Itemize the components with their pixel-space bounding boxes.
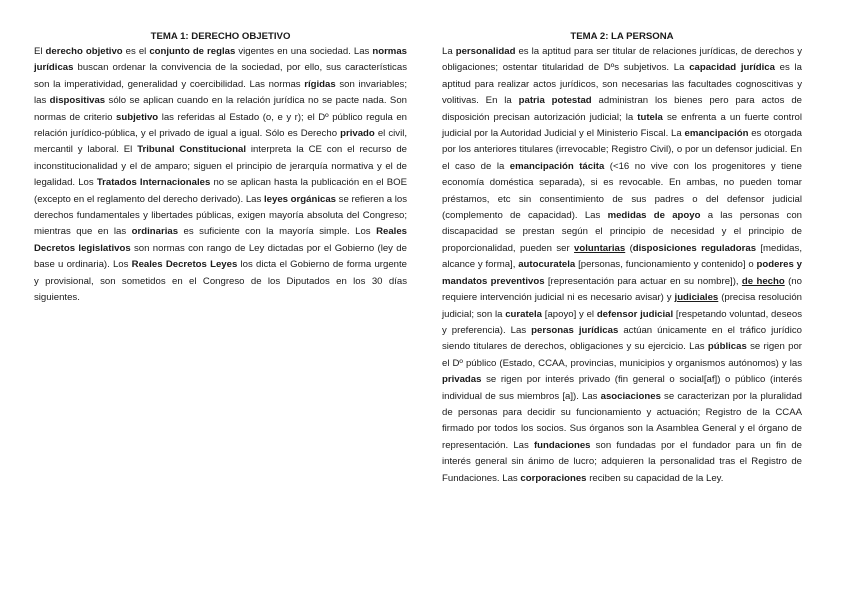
bold-term: defensor judicial (596, 308, 674, 320)
section-title-tema-2: TEMA 2: LA PERSONA (570, 31, 674, 42)
text-run: el civil, mercantil y laboral. El (34, 128, 407, 156)
bold-term: Reales Decretos legislativos (34, 226, 407, 254)
bold-term: privadas (442, 374, 482, 386)
bold-term: privado (340, 128, 375, 140)
bold-term: autocuratela (518, 259, 576, 271)
text-run: (precisa resolución judicial; son la (442, 292, 802, 320)
bold-term: emancipación (684, 128, 749, 140)
text-run: ( (625, 242, 633, 254)
text-run: (<16 no vive con los progenitores y tiene economía doméstica separada), si es revocable. En ambas, no pueden tomar préstamos, etc sin consentimiento de sus padres o del defensor judicial (complemento de capacidad). Las (442, 160, 802, 222)
text-run: actúan únicamente en el tráfico jurídico siendo titulares de derechos, obligaciones y su ejercicio. Las (442, 324, 802, 353)
text-run: es suficiente con la mayoría simple. Los (178, 226, 377, 238)
text-run: [respetando voluntad, deseos y preferencia). Las (442, 308, 802, 336)
text-run: no se aplican hasta la publicación en el BOE (excepto en el reglamento del derecho derivado). Las (34, 177, 408, 205)
bold-term: Tratados Internacionales (96, 177, 211, 189)
bold-term: voluntarias (574, 242, 626, 254)
bold-term: de hecho (741, 275, 785, 287)
text-run: sólo se aplican cuando en la relación jurídica no se pacte nada. Son normas de criterio (34, 95, 407, 123)
section-title-tema-1: TEMA 1: DERECHO OBJETIVO (150, 31, 291, 42)
bold-term: poderes y mandatos preventivos (442, 259, 803, 287)
bold-term: personalidad (455, 46, 516, 57)
text-run: buscan ordenar la convivencia de la sociedad, por ello, sus características son la imperatividad, generalidad y coercibilidad. Las normas (34, 62, 407, 90)
text-run: se caracterizan por la pluralidad de personas para decidir su funcionamiento y actuación; Registro de la CCAA firmado por todos los socios. Sus órganos son la Asamblea General y el órgano de representación. Las (442, 390, 802, 451)
text-run: [apoyo] y el (542, 308, 597, 320)
text-run: [representación para actuar en su nombre]), (544, 275, 742, 287)
underlined-term (675, 292, 719, 303)
text-run: a las personas con discapacidad se prestan según el principio de necesidad y el principio de proporcionalidad, pueden ser (442, 210, 803, 254)
column-tema-1 (34, 30, 407, 307)
text-run: La (442, 46, 456, 57)
text-run: las referidas al Estado (o, e y r); el Dº público regula en relación jurídico-pública, y el privado de igual a igual. Sólo es Derecho (34, 111, 407, 140)
bold-term: personas jurídicas (531, 324, 619, 336)
bold-term: capacidad jurídica (689, 62, 775, 74)
text-run: reciben su capacidad de la Ley. (586, 472, 724, 484)
bold-term: Tribunal Constitucional (137, 144, 246, 156)
text-run: se rigen por el Dº público (Estado, CCAA, provincias, municipios y organismos autónomos) y las (442, 341, 802, 369)
bold-term: patria potestad (518, 95, 592, 107)
text-run: son invariables; las (34, 78, 407, 107)
text-run: vigentes en una sociedad. Las (235, 46, 373, 57)
text-run: interpreta la CE con el recurso de inconstitucionalidad y el de amparo; siguen el principio de jerarquía normativa y el de legalidad. Los (34, 144, 407, 189)
bold-term: públicas (707, 341, 747, 353)
underlined-term (574, 243, 625, 254)
text-run: se rigen por interés privado (fin general o social[af]) o público (interés individual de sus miembros [a]). Las (442, 374, 802, 402)
bold-term: dispositivas (49, 95, 106, 107)
bold-term: normas jurídicas (34, 46, 407, 74)
bold-term: asociaciones (600, 390, 661, 402)
section-body-tema-1 (34, 44, 407, 307)
bold-term: disposiciones reguladoras (632, 242, 757, 254)
bold-term: leyes orgánicas (263, 193, 336, 205)
text-run: son normas con rango de Ley dictadas por el Gobierno (ley de base u ordinaria). Los (34, 242, 407, 271)
text-run: es la aptitud para realizar actos jurídicos, son necesarias las facultades cognoscitivas y volitivas. En la (442, 62, 802, 107)
bold-term: judiciales (674, 292, 719, 304)
bold-term: rígidas (304, 78, 336, 90)
bold-term: fundaciones (533, 439, 591, 451)
bold-term: subjetivo (116, 111, 159, 123)
bold-term: curatela (505, 308, 543, 320)
text-run: se refieren a los derechos fundamentales y libertades públicas, exigen mayoría absoluta del Congreso; mientras que en las (34, 193, 407, 238)
bold-term: medidas de apoyo (607, 210, 701, 222)
underlined-term (742, 276, 785, 287)
text-run: (no requiere intervención judicial ni es necesario avisar) y (442, 275, 802, 304)
bold-term: corporaciones (520, 472, 587, 484)
bold-term: derecho objetivo (45, 46, 123, 57)
text-run: los dicta el Gobierno de forma urgente y provisional, son sometidos en el Congreso de los Diputados en los 30 días siguientes. (34, 259, 408, 304)
text-run: es otorgada por los anteriores titulares (irrevocable; Registro Civil), o por un defensor judicial. En el caso de la (442, 128, 802, 172)
section-body-tema-2 (442, 44, 802, 487)
bold-term: conjunto de reglas (149, 46, 236, 57)
text-run: [personas, funcionamiento y contenido] o (575, 259, 757, 271)
bold-term: Reales Decretos Leyes (131, 259, 238, 271)
text-run: es la aptitud para ser titular de relaciones jurídicas, de derechos y obligaciones; ostentar titularidad de Dºs subjetivos. La (442, 46, 802, 74)
column-tema-2 (442, 30, 802, 487)
text-run: son fundadas por el fundador para un fin de interés general sin ánimo de lucro; adquieren la personalidad tras el Registro de Fundaciones. Las (442, 439, 802, 484)
bold-term: emancipación tácita (509, 160, 605, 172)
text-run: se enfrenta a un fuerte control judicial por la Autoridad Judicial y el Ministerio Fiscal. La (442, 111, 802, 140)
text-run: administran los bienes pero para actos de disposición precisan autorización judicial; la (442, 95, 802, 123)
text-run: El (34, 46, 46, 57)
text-run: [medidas, alcance y forma], (442, 242, 802, 271)
bold-term: tutela (637, 111, 663, 123)
bold-term: ordinarias (131, 226, 179, 238)
text-run: es el (122, 46, 150, 57)
